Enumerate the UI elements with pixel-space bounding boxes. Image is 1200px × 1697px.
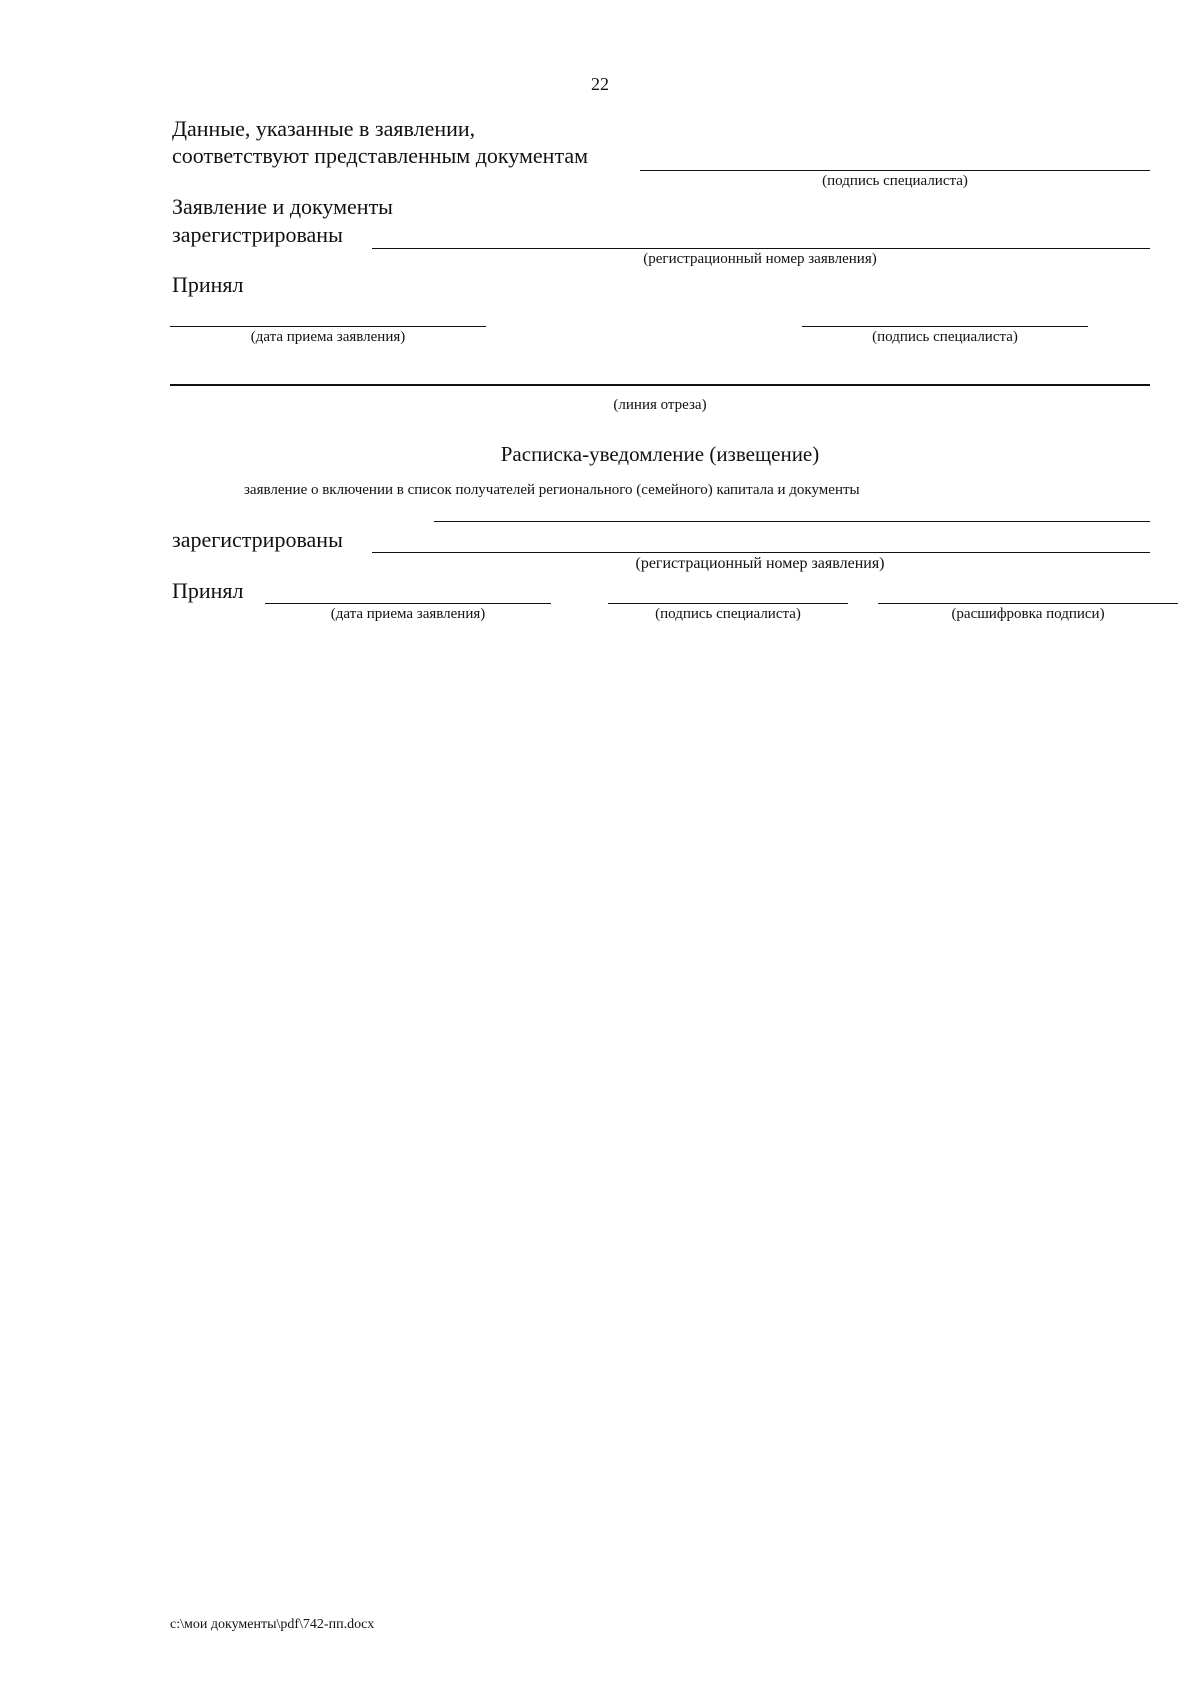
receipt-date-caption: (дата приема заявления) (330, 606, 486, 622)
specialist-signature-line-2 (802, 326, 1088, 327)
receipt-signature-caption: (подпись специалиста) (655, 606, 801, 622)
footer-file-path: c:\мои документы\pdf\742-пп.docx (170, 1617, 375, 1632)
registered-text-line2: зарегистрированы (172, 222, 343, 247)
registration-number-line (372, 248, 1150, 249)
registered-text-line1: Заявление и документы (172, 194, 393, 219)
data-match-text-line2: соответствуют представленным документам (172, 143, 589, 168)
receipt-subtitle: заявление о включении в список получателей регионального (семейного) капитала и документы (244, 482, 860, 498)
data-match-text-line1: Данные, указанные в заявлении, (172, 116, 476, 141)
receipt-date-line (265, 603, 551, 604)
specialist-signature-caption: (подпись специалиста) (822, 173, 968, 189)
acceptance-date-caption: (дата приема заявления) (250, 329, 406, 345)
cut-line (170, 384, 1150, 386)
specialist-signature-line (640, 170, 1150, 171)
specialist-signature-caption-2: (подпись специалиста) (872, 329, 1018, 345)
cut-line-caption: (линия отреза) (613, 397, 707, 413)
receipt-registration-number-caption: (регистрационный номер заявления) (635, 555, 885, 572)
receipt-title: Расписка-уведомление (извещение) (500, 442, 820, 466)
receipt-decoding-caption: (расшифровка подписи) (951, 606, 1105, 622)
receipt-decoding-line (878, 603, 1178, 604)
receipt-registered-label: зарегистрированы (172, 527, 343, 552)
registration-number-caption: (регистрационный номер заявления) (643, 251, 877, 267)
page-number: 22 (591, 74, 609, 94)
receipt-signature-line (608, 603, 848, 604)
accepted-label: Принял (172, 272, 244, 297)
acceptance-date-line (170, 326, 486, 327)
receipt-accepted-label: Принял (172, 578, 244, 603)
receipt-registration-number-line (372, 552, 1150, 553)
receipt-documents-line (434, 521, 1150, 522)
